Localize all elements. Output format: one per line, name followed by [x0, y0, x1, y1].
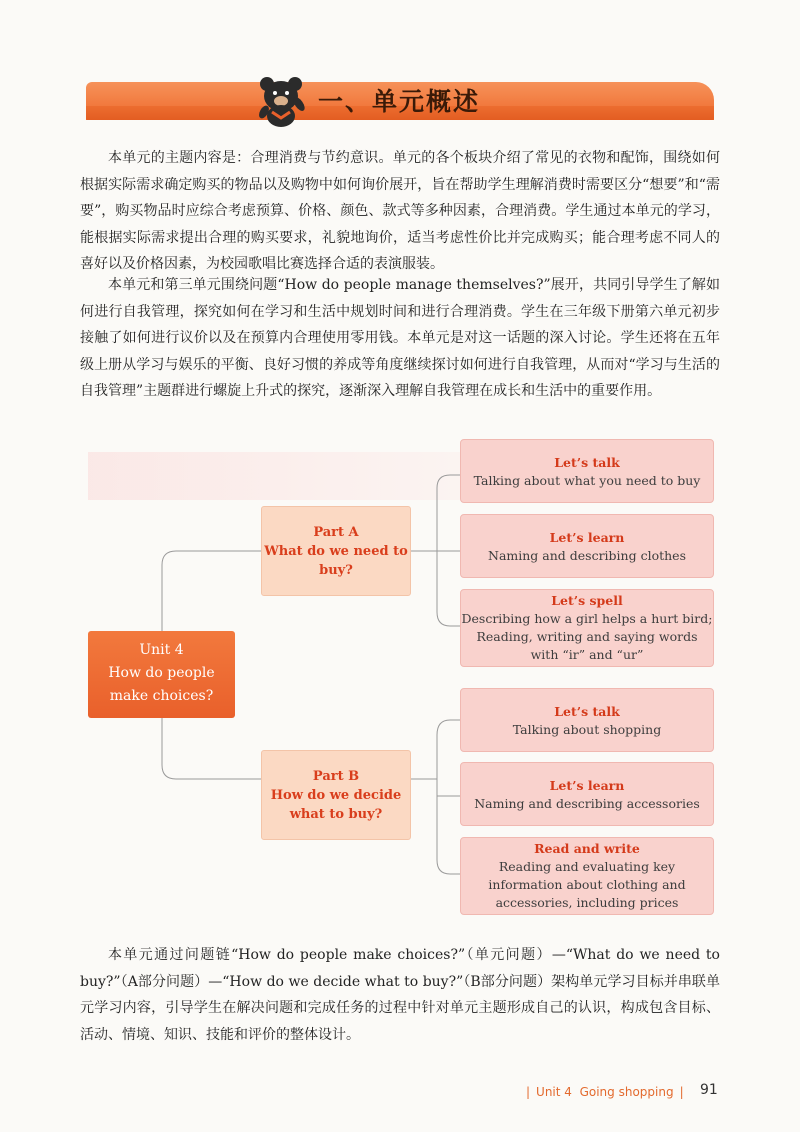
connector-unit-partA [162, 551, 261, 631]
leaf-title: Let’s talk [554, 455, 620, 470]
leaf-description: Describing how a girl helps a hurt bird; Reading, writing and saying words with “ir” and “ur” [461, 611, 713, 662]
leaf-description: Naming and describing accessories [474, 796, 700, 811]
part-a-question-line-1: What do we need to [264, 544, 408, 559]
connector-partB-leaves [411, 720, 460, 874]
part-b-question-line-2: what to buy? [289, 807, 383, 822]
overview-paragraph-2: 本单元和第三单元围绕问题“How do people manage themselves?”展开，共同引导学生了解如何进行自我管理，探究如何在学习和生活中规划时间和进行合理消费。学生在三年级下册第六单元初步接触了如何进行议价以及在预算内合理使用零用钱。本单元是对这一话题的深入讨论。学生还将在五年级上册从学习与娱乐的平衡、良好习惯的养成等角度继续探讨如何进行自我管理，从而对“学习与生活的自我管理”主题群进行螺旋上升式的探究，逐渐深入理解自我管理在成长和生活中的重要作用。 [80, 277, 720, 399]
unit-question-line-1: How do people [108, 665, 215, 681]
part-a-question-line-2: buy? [319, 563, 353, 578]
part-a-label: Part A [313, 525, 359, 540]
leaf-b-lets-talk [460, 688, 714, 752]
leaf-title: Let’s talk [554, 704, 620, 719]
leaf-description: Talking about shopping [512, 722, 662, 737]
unit-question-line-2: make choices? [109, 688, 214, 704]
bear-mascot-icon [256, 74, 306, 128]
footer-divider: | [526, 1085, 531, 1099]
leaf-b-read-and-write [460, 837, 714, 915]
section-title: 一、单元概述 [318, 87, 481, 116]
leaf-description: Naming and describing clothes [488, 548, 686, 563]
leaf-a-lets-learn [460, 514, 714, 578]
leaf-title: Let’s spell [551, 593, 623, 608]
footer-unit-label: Unit 4 [536, 1085, 572, 1099]
diagram-background-band [88, 452, 468, 500]
overview-paragraph-1: 本单元的主题内容是：合理消费与节约意识。单元的各个板块介绍了常见的衣物和配饰，围绕如何根据实际需求确定购买的物品以及购物中如何询价展开，旨在帮助学生理解消费时需要区分“想要”和“需要”，购买物品时应综合考虑预算、价格、颜色、款式等多种因素，合理消费。学生通过本单元的学习，能根据实际需求提出合理的购买要求，礼貌地询价，适当考虑性价比并完成购买；能合理考虑不同人的喜好以及价格因素，为校园歌唱比赛选择合适的表演服装。 [80, 150, 720, 272]
part-b-label: Part B [312, 769, 360, 784]
connector-unit-partB [162, 718, 261, 779]
leaf-title: Read and write [534, 841, 640, 856]
running-footer [520, 1085, 690, 1099]
leaf-a-lets-spell [460, 589, 714, 667]
leaf-description: Talking about what you need to buy [473, 473, 701, 488]
footer-unit-title: Going shopping [579, 1085, 674, 1099]
part-b-box [261, 750, 411, 840]
leaf-description: Reading and evaluating key information about clothing and accessories, including prices [488, 859, 686, 910]
leaf-title: Let’s learn [549, 530, 625, 545]
page-number: 91 [700, 1082, 718, 1098]
unit-question-box [88, 631, 235, 718]
overview-paragraph-3: 本单元通过问题链“How do people make choices?”（单元问题）—“What do we need to buy?”（A部分问题）—“How do we decide what to buy?”（B部分问题）架构单元学习目标并串联单元学习内容，引导学生在解决问题和完成任务的过程中针对单元主题形成自己的认识，构成包含目标、活动、情境、知识、技能和评价的整体设计。 [80, 947, 720, 1043]
footer-divider: | [679, 1085, 684, 1099]
part-b-question-line-1: How do we decide [270, 788, 402, 803]
part-a-box [261, 506, 411, 596]
leaf-b-lets-learn [460, 762, 714, 826]
leaf-a-lets-talk [460, 439, 714, 503]
unit-label: Unit 4 [139, 642, 184, 658]
leaf-title: Let’s learn [549, 778, 625, 793]
